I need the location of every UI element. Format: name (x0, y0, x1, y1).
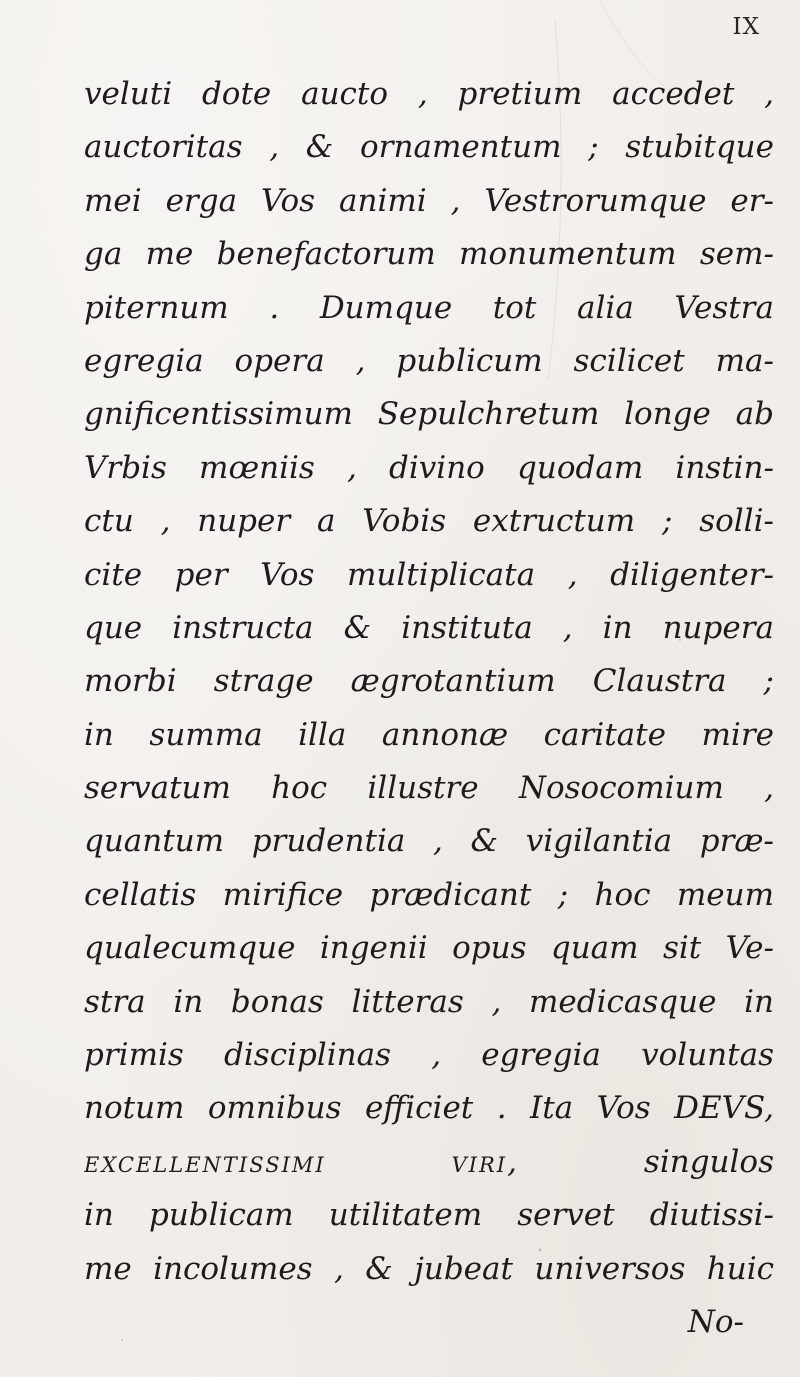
text-line: servatum hoc illustre Nosocomium , (84, 770, 774, 807)
text-line: gnificentissimum Sepulchretum longe ab (84, 396, 774, 433)
text-line: piternum . Dumque tot alia Vestra (84, 289, 774, 326)
page-number: IX (732, 14, 760, 40)
text-line: cellatis mirifice prædicant ; hoc meum (84, 876, 774, 913)
text-line: cite per Vos multiplicata , diligenter- (84, 556, 774, 593)
text-line: ga me benefactorum monumentum sem- (84, 236, 774, 273)
text-line: primis disciplinas , egregia voluntas (84, 1037, 774, 1074)
text-line: auctoritas , & ornamentum ; stubitque (84, 129, 774, 166)
text-line: veluti dote aucto , pretium accedet , (84, 76, 774, 112)
salutation-rest: , singulos (507, 1143, 774, 1180)
salutation-smallcaps: EXCELLENTISSIMI VIRI (84, 1152, 508, 1177)
text-line: quantum prudentia , & vigilantia præ- (84, 823, 774, 860)
text-line: notum omnibus efficiet . Ita Vos DEVS, (84, 1090, 774, 1127)
text-line: morbi strage ægrotantium Claustra ; (84, 663, 774, 700)
text-line: me incolumes , & jubeat universos huic (84, 1250, 774, 1287)
text-line: egregia opera , publicum scilicet ma- (84, 342, 774, 379)
text-line: Vrbis mœniis , divino quodam instin- (84, 449, 774, 486)
text-line: stra in bonas litteras , medicasque in (84, 983, 774, 1020)
text-line: ctu , nuper a Vobis extructum ; solli- (84, 503, 774, 540)
catchword: No- (687, 1303, 744, 1340)
text-line: in publicam utilitatem servet diutissi- (84, 1197, 774, 1234)
body-text (84, 68, 774, 1349)
text-line: in summa illa annonæ caritate mire (84, 716, 774, 753)
text-line: qualecumque ingenii opus quam sit Ve- (84, 930, 774, 967)
text-line-salutation (84, 1136, 774, 1189)
text-line: que instructa & instituta , in nupera (84, 609, 774, 646)
text-line: mei erga Vos animi , Vestrorumque er- (84, 182, 774, 219)
